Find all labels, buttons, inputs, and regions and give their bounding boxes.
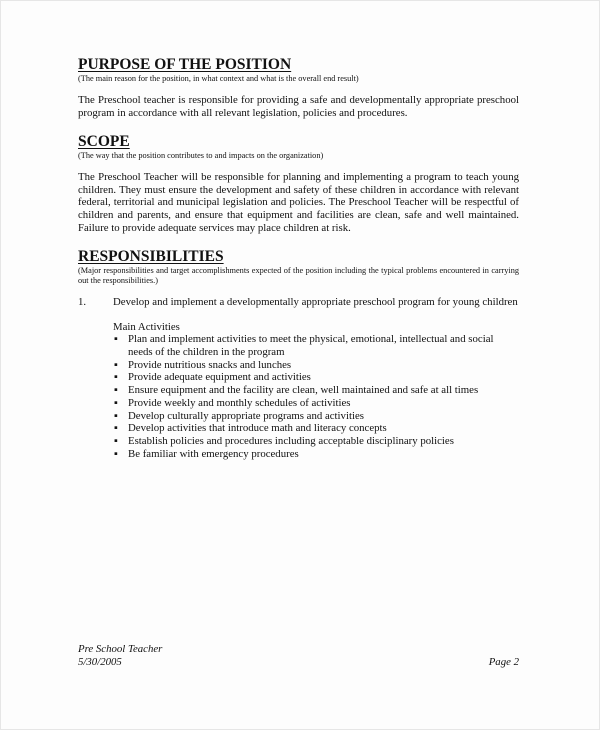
purpose-subheading: (The main reason for the position, in what context and what is the overall end result) (78, 74, 359, 83)
activity-text: Ensure equipment and the facility are clean, well maintained and safe at all times (128, 384, 479, 397)
activity-list-item (113, 359, 519, 372)
bullet-icon: ▪ (114, 447, 118, 460)
scope-body: The Preschool Teacher will be responsible for planning and implementing a program to teach young children. They must ensure the development and safety of these children in accordance with relevant federal, territorial and municipal legislation and policies. The Preschool Teacher will be respectful of children and parents, and ensure that equipment and facilities are clean, safe and well maintained. Failure to provide adequate services may place children at risk. (78, 171, 519, 234)
scope-heading: SCOPE (78, 133, 130, 151)
activity-text: Establish policies and procedures including acceptable disciplinary policies (128, 434, 454, 447)
bullet-icon: ▪ (114, 384, 118, 397)
activity-list-item (113, 410, 519, 423)
activity-text: Be familiar with emergency procedures (128, 447, 299, 460)
footer-page-number: Page 2 (488, 655, 519, 668)
page-footer (78, 643, 519, 669)
bullet-icon: ▪ (114, 422, 118, 435)
purpose-body: The Preschool teacher is responsible for providing a safe and developmentally appropriate preschool program in accordance with all relevant legislation, policies and procedures. (78, 94, 519, 119)
responsibilities-section (78, 248, 519, 460)
main-activities-title: Main Activities (113, 320, 180, 333)
purpose-heading: PURPOSE OF THE POSITION (78, 56, 292, 73)
responsibility-text: Develop and implement a developmentally appropriate preschool program for young children (113, 296, 518, 309)
footer-title: Pre School Teacher (78, 643, 163, 655)
activity-list-item (113, 397, 519, 410)
activity-list-item (113, 333, 519, 358)
responsibility-item (78, 296, 519, 460)
footer-row (78, 656, 519, 669)
bullet-icon: ▪ (114, 371, 118, 384)
purpose-section (78, 56, 519, 119)
activity-text: Plan and implement activities to meet the physical, emotional, intellectual and social needs of the children in the program (128, 333, 494, 359)
scope-section (78, 133, 519, 234)
activity-text: Provide weekly and monthly schedules of activities (128, 396, 351, 409)
bullet-icon: ▪ (114, 409, 118, 422)
activity-list-item (113, 435, 519, 448)
activity-text: Develop activities that introduce math and literacy concepts (128, 422, 387, 435)
document-content (78, 56, 519, 474)
responsibility-content (113, 296, 519, 460)
responsibility-number: 1. (78, 296, 87, 309)
bullet-icon: ▪ (114, 333, 118, 346)
scope-subheading: (The way that the position contributes to and impacts on the organization) (78, 151, 324, 161)
responsibilities-heading: RESPONSIBILITIES (78, 248, 224, 266)
bullet-icon: ▪ (114, 358, 118, 371)
activity-text: Provide adequate equipment and activities (128, 371, 311, 384)
activity-text: Develop culturally appropriate programs and activities (128, 409, 364, 422)
bullet-icon: ▪ (114, 396, 118, 409)
activity-list-item (113, 448, 519, 461)
activity-list-item (113, 422, 519, 435)
activity-list-item (113, 371, 519, 384)
activities-list (113, 333, 519, 460)
bullet-icon: ▪ (114, 434, 118, 447)
footer-date: 5/30/2005 (78, 655, 122, 668)
activity-text: Provide nutritious snacks and lunches (128, 358, 292, 371)
activity-list-item (113, 384, 519, 397)
responsibilities-subheading: (Major responsibilities and target accomplishments expected of the position including the typical problems encountered in carrying out the responsibilities.) (78, 266, 519, 286)
